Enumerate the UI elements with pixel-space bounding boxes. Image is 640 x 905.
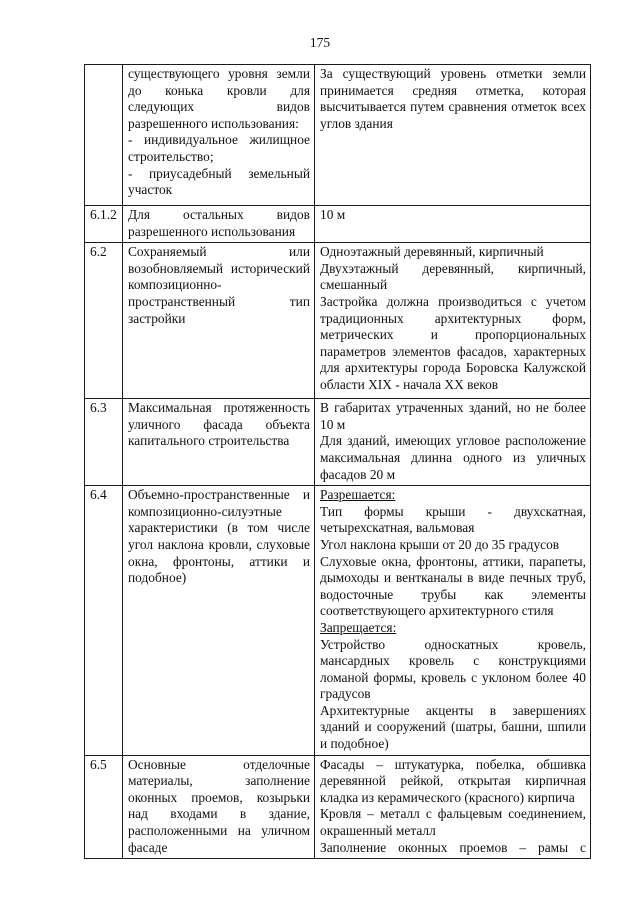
parameter-value xyxy=(315,399,591,486)
parameter-text: существующего уровня земли до конька кровли для следующих видов разрешенного использования: xyxy=(128,66,310,131)
page-number: 175 xyxy=(309,35,331,50)
value-text: Фасады – штукатурка, побелка, обшивка деревянной рейкой, открытая кирпичная кладка из керамического (красного) кирпича xyxy=(320,756,586,805)
row-number xyxy=(85,65,123,206)
parameter-text: Максимальная протяженность уличного фасада объекта капитального строительства xyxy=(128,400,310,449)
table-row xyxy=(85,243,591,399)
value-text: Устройство односкатных кровель, мансардных кровель с конструкциями ломаной формы, кровель с уклоном более 40 градусов xyxy=(320,636,586,702)
parameter-value xyxy=(315,65,591,206)
table-row xyxy=(85,65,591,206)
value-text: За существующий уровень отметки земли принимается средняя отметка, которая высчитывается путем сравнения отметок всех углов здания xyxy=(320,66,586,131)
row-number: 6.3 xyxy=(85,399,123,486)
row-number: 6.5 xyxy=(85,755,123,859)
regulations-table xyxy=(84,64,591,859)
value-text: В габаритах утраченных зданий, но не более 10 м xyxy=(320,400,586,432)
value-text: Для зданий, имеющих угловое расположение максимальная длинна одного из уличных фасадов 20 м xyxy=(320,433,586,482)
value-text: 10 м xyxy=(320,207,346,222)
parameter-text: Для остальных видов разрешенного использования xyxy=(128,207,310,239)
allowed-heading: Разрешается: xyxy=(320,487,396,503)
parameter-text: Сохраняемый или возобновляемый исторический композиционно-пространственный тип застройки xyxy=(128,244,310,326)
table-row xyxy=(85,399,591,486)
table-row xyxy=(85,486,591,756)
parameter-text: Объемно-пространственные и композиционно-силуэтные характеристики (в том числе угол наклона кровли, слуховые окна, фронтоны, аттики и подобное) xyxy=(128,487,310,586)
value-text: Угол наклона крыши от 20 до 35 градусов xyxy=(320,536,560,552)
row-number: 6.4 xyxy=(85,486,123,756)
parameter-value xyxy=(315,755,591,859)
parameter-name xyxy=(123,399,315,486)
row-number: 6.2 xyxy=(85,243,123,399)
value-text: Одноэтажный деревянный, кирпичный xyxy=(320,244,544,260)
parameter-value xyxy=(315,486,591,756)
parameter-value xyxy=(315,243,591,399)
parameter-name xyxy=(123,486,315,756)
parameter-text: Основные отделочные материалы, заполнение оконных проемов, козырьки над входами в здание, расположенными на уличном фасаде xyxy=(128,756,310,855)
parameter-name xyxy=(123,65,315,206)
table-row xyxy=(85,206,591,243)
parameter-value xyxy=(315,206,591,243)
parameter-name xyxy=(123,243,315,399)
parameter-text: - индивидуальное жилищное строительство; xyxy=(128,132,310,164)
parameter-name xyxy=(123,755,315,859)
value-text: Застройка должна производиться с учетом традиционных архитектурных форм, метрических и пропорциональных параметров элементов фасадов, характерных для архитектуры города Боровска Калужской области XIX - начала XX веков xyxy=(320,293,586,392)
parameter-text: - приусадебный земельный участок xyxy=(128,165,310,198)
table-row xyxy=(85,755,591,859)
value-text: Слуховые окна, фронтоны, аттики, парапеты, дымоходы и вентканалы в виде печных труб, водосточные трубы как элементы соответствующего архитектурного стиля xyxy=(320,553,586,619)
parameter-name xyxy=(123,206,315,243)
value-text: Двухэтажный деревянный, кирпичный, смешанный xyxy=(320,260,586,293)
value-text: Тип формы крыши - двухскатная, четырехскатная, вальмовая xyxy=(320,503,586,536)
value-text: Заполнение оконных проемов – рамы с xyxy=(320,839,586,855)
value-text: Кровля – металл с фальцевым соединением, окрашенный металл xyxy=(320,806,586,839)
value-text: Архитектурные акценты в завершениях зданий и сооружений (шатры, башни, шпили и подобное) xyxy=(320,702,586,752)
row-number: 6.1.2 xyxy=(85,206,123,243)
forbidden-heading: Запрещается: xyxy=(320,619,397,635)
